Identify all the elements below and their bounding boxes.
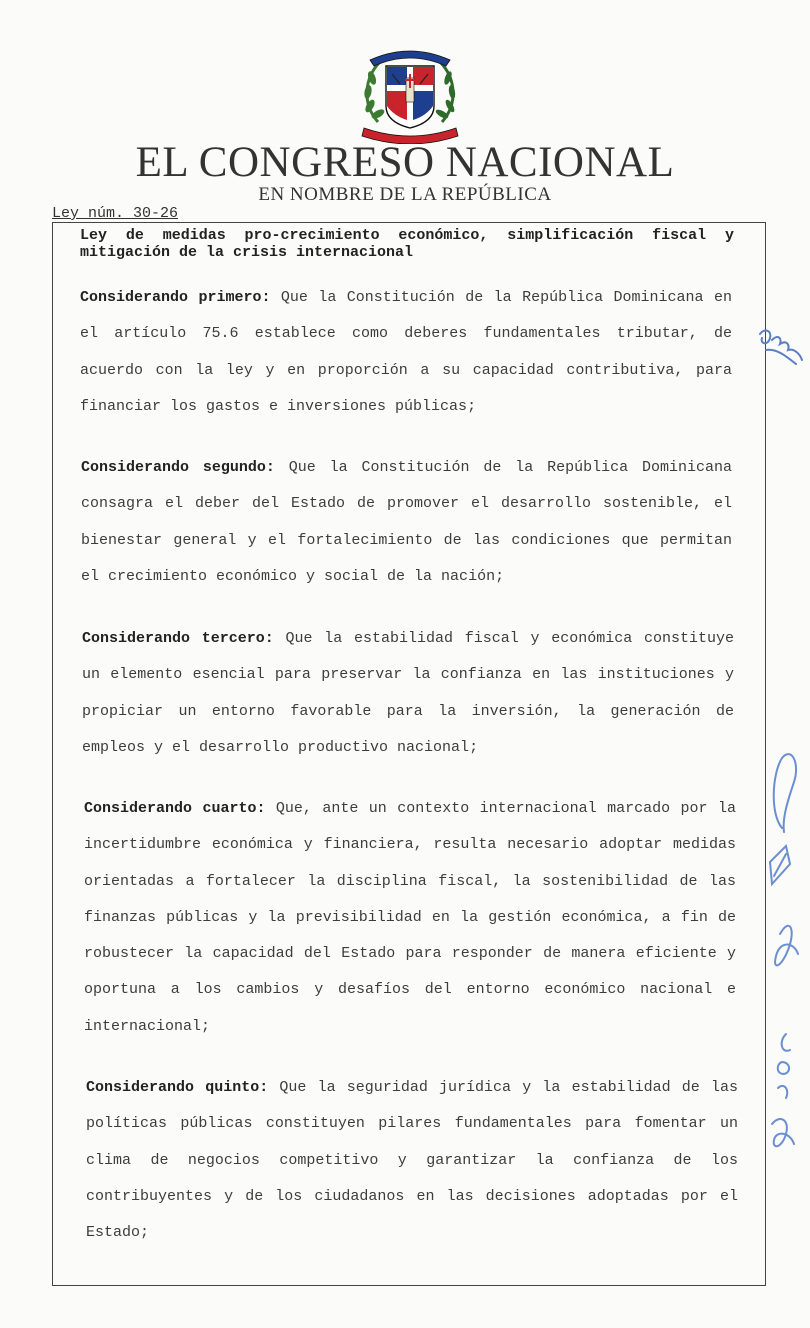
congress-title: EL CONGRESO NACIONAL <box>135 139 675 186</box>
considerando-cuarto <box>84 791 736 1045</box>
paragraph-label: Considerando cuarto: <box>84 800 266 817</box>
law-title: Ley de medidas pro-crecimiento económico, simplificación fiscal y mitigación de la crisis internacional <box>80 227 734 261</box>
paragraph-text: Que la estabilidad fiscal y económica constituye un elemento esencial para preservar la confianza en las instituciones y propiciar un entorno favorable para la inversión, la generación de empleos y el desarrollo productivo nacional; <box>82 630 734 756</box>
law-number: Ley núm. 30-26 <box>52 205 179 222</box>
paragraph-text: Que la seguridad jurídica y la estabilidad de las políticas públicas constituyen pilares fundamentales para fomentar un clima de negocios competitivo y garantizar la confianza de los contribuyentes y de los ciudadanos en las decisiones adoptadas por el Estado; <box>86 1079 738 1242</box>
paragraph-text: Que la Constitución de la República Dominicana en el artículo 75.6 establece como deberes fundamentales tributar, de acuerdo con la ley y en proporción a su capacidad contributiva, para financiar los gastos e inversiones públicas; <box>80 289 732 415</box>
paragraph-text: Que, ante un contexto internacional marcado por la incertidumbre económica y financiera, resulta necesario adoptar medidas orientadas a fortalecer la disciplina fiscal, la sostenibilidad de las finanzas públicas y la previsibilidad en la gestión económica, a fin de robustecer la capacidad del Estado para responder de manera eficiente y oportuna a los cambios y desafíos del entorno económico nacional e internacional; <box>84 800 736 1035</box>
handwritten-initials-top <box>752 320 808 376</box>
paragraph-label: Considerando primero: <box>80 289 271 306</box>
considerando-quinto <box>86 1070 738 1251</box>
handwritten-signature-right <box>760 744 810 1164</box>
considerando-tercero <box>82 621 734 766</box>
congress-subtitle: EN NOMBRE DE LA REPÚBLICA <box>258 184 552 205</box>
paragraph-label: Considerando tercero: <box>82 630 274 647</box>
coat-of-arms-seal <box>356 44 464 144</box>
paragraph-label: Considerando segundo: <box>81 459 275 476</box>
considerando-primero <box>80 280 732 425</box>
considerando-segundo <box>81 450 732 595</box>
paragraph-text: Que la Constitución de la República Dominicana consagra el deber del Estado de promover el desarrollo sostenible, el bienestar general y el fortalecimiento de las condiciones que permitan el crecimiento económico y social de la nación; <box>81 459 732 585</box>
paragraph-label: Considerando quinto: <box>86 1079 269 1096</box>
